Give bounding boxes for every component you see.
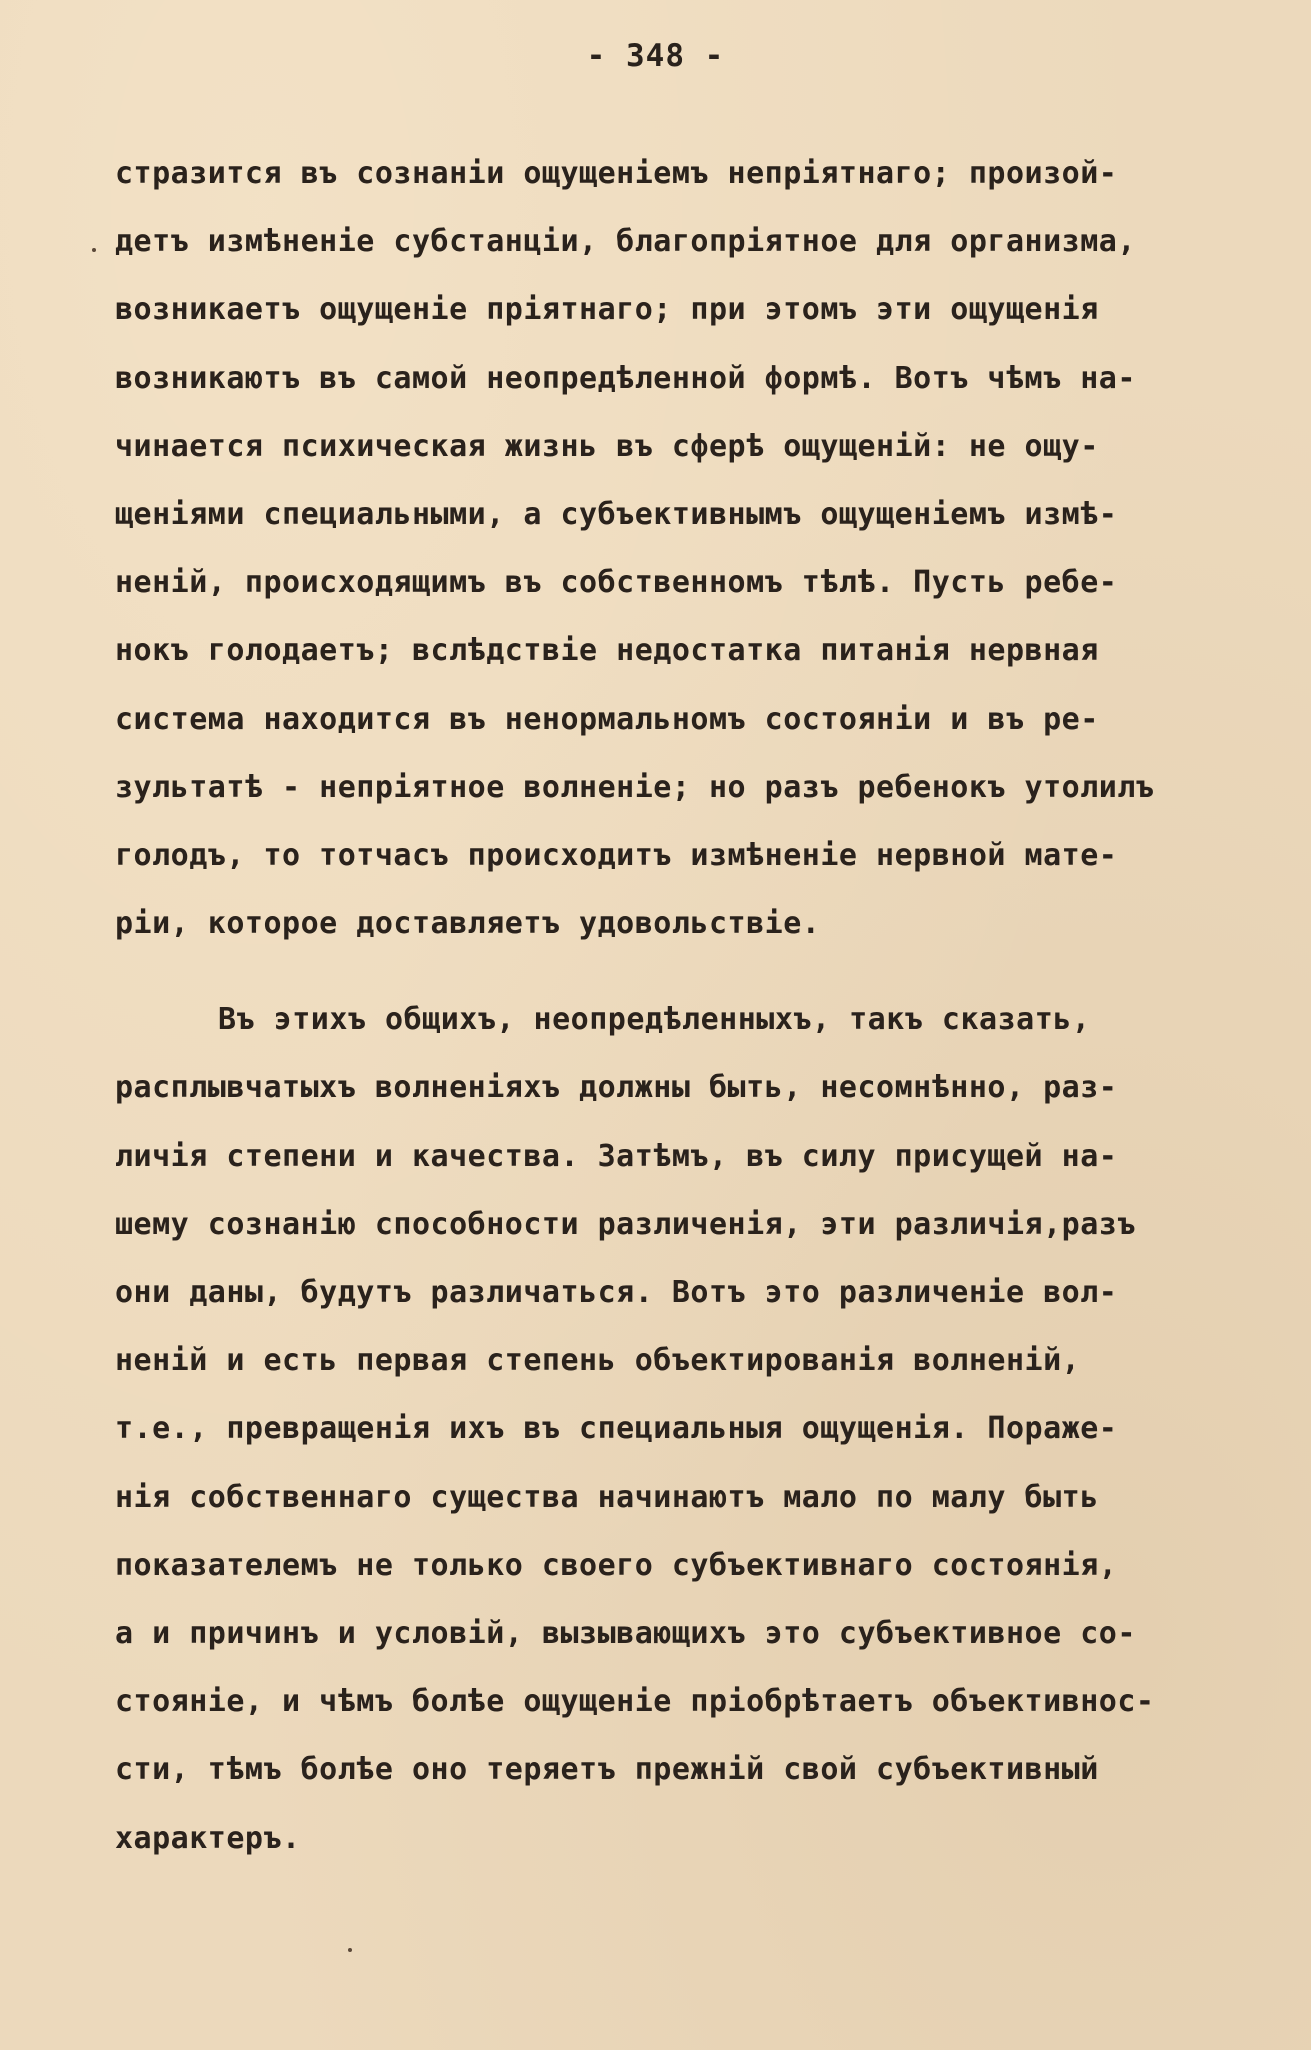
paragraph-2	[115, 986, 1265, 1872]
page-number: - 348 -	[586, 38, 725, 74]
text-line: шему сознанiю способности различенiя, эти различiя,разъ	[115, 1206, 1136, 1242]
text-line: щенiями специальными, а субъективнымъ ощущенiемъ измѣ-	[115, 496, 1118, 532]
text-line: показателемъ не только своего субъективнаго состоянiя,	[115, 1547, 1118, 1583]
text-line: система находится въ ненормальномъ состоянiи и въ ре-	[115, 701, 1099, 737]
text-line: т.е., превращенiя ихъ въ специальныя ощущенiя. Пораже-	[115, 1411, 1118, 1447]
text-line: стоянiе, и чѣмъ болѣе ощущенiе прiобрѣтаетъ объективнос-	[115, 1684, 1155, 1720]
body-text	[115, 140, 1265, 1873]
text-line: детъ измѣненiе субстанцiи, благопрiятное для организма,	[115, 224, 1136, 260]
text-line: ненiй, происходящимъ въ собственномъ тѣлѣ. Пусть ребе-	[115, 565, 1118, 601]
text-line: Въ этихъ общихъ, неопредѣленныхъ, такъ сказать,	[218, 1002, 1091, 1038]
text-line: характеръ.	[115, 1820, 301, 1856]
text-line: ненiй и есть первая степень объектированiя волненiй,	[115, 1343, 1081, 1379]
text-line: расплывчатыхъ волненiяхъ должны быть, несомнѣнно, раз-	[115, 1070, 1118, 1106]
ink-speck	[92, 248, 96, 252]
text-line: голодъ, то тотчасъ происходитъ измѣненiе нервной мате-	[115, 837, 1118, 873]
text-line: сти, тѣмъ болѣе оно теряетъ прежнiй свой субъективный	[115, 1752, 1099, 1788]
text-line: зультатѣ - непрiятное волненiе; но разъ ребенокъ утолилъ	[115, 769, 1155, 805]
text-line: возникаетъ ощущенiе прiятнаго; при этомъ эти ощущенiя	[115, 292, 1099, 328]
ink-speck	[348, 1948, 352, 1952]
text-line: личiя степени и качества. Затѣмъ, въ силу присущей на-	[115, 1138, 1118, 1174]
text-line: чинается психическая жизнь въ сферѣ ощущенiй: не ощу-	[115, 428, 1099, 464]
text-line: рiи, которое доставляетъ удовольствiе.	[115, 906, 821, 942]
text-line: нокъ голодаетъ; вслѣдствiе недостатка питанiя нервная	[115, 633, 1099, 669]
text-line: они даны, будутъ различаться. Вотъ это различенiе вол-	[115, 1275, 1118, 1310]
paragraph-gap	[115, 958, 1265, 986]
text-line: возникаютъ въ самой неопредѣленной формѣ. Вотъ чѣмъ на-	[115, 360, 1136, 396]
text-line: нiя собственнаго существа начинаютъ мало по малу быть	[115, 1479, 1099, 1515]
text-line: стразится въ сознанiи ощущенiемъ непрiятнаго; произой-	[115, 156, 1118, 191]
text-line: а и причинъ и условiй, вызывающихъ это субъективное со-	[115, 1615, 1136, 1651]
paragraph-1	[115, 140, 1265, 958]
